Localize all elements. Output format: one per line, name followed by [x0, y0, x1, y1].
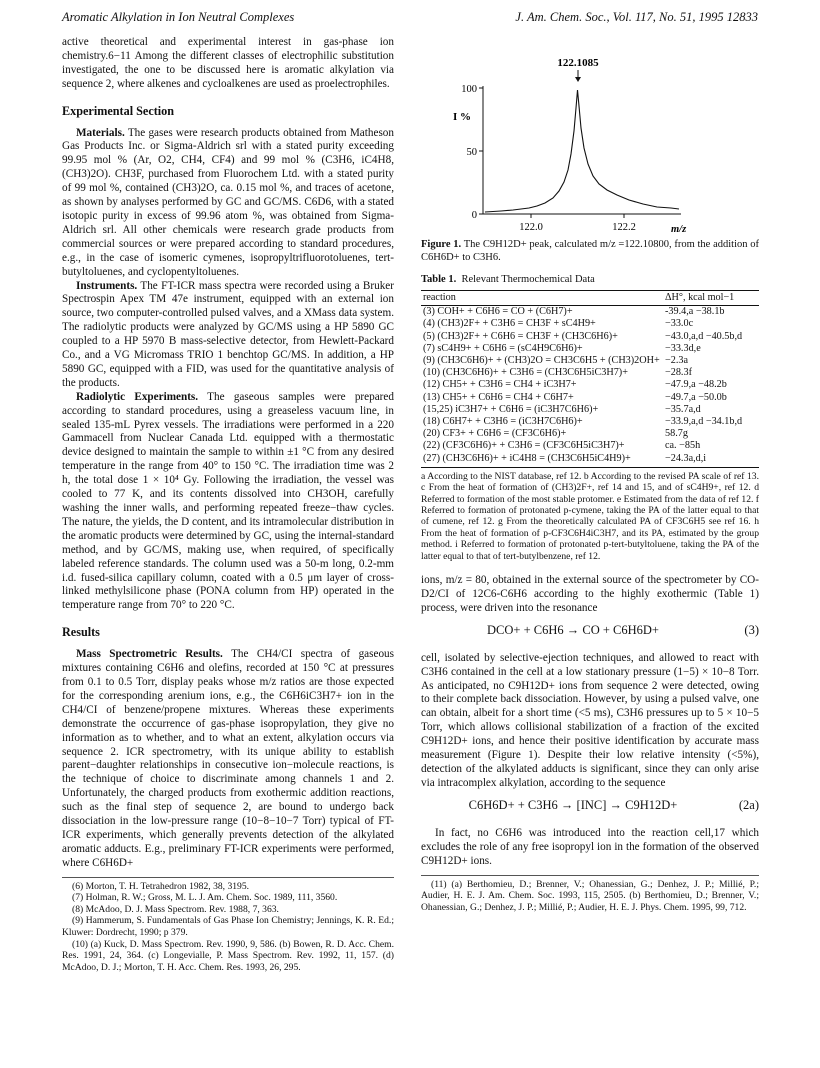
figure-caption-text: The C9H12D+ peak, calculated m/z =122.10800, from the addition of C6H6D+ to C3H6. — [421, 239, 759, 263]
table-row — [421, 331, 759, 343]
reaction-cell: (12) CH5+ + C3H6 = CH4 + iC3H7+ — [423, 379, 577, 391]
reaction-cell: (20) CF3+ + C6H6 = (CF3C6H6)+ — [423, 428, 567, 440]
table-row — [421, 379, 759, 391]
table-row — [421, 306, 759, 319]
dh-cell: −43.0,a,d −40.5b,d — [665, 330, 743, 342]
y-tick-label: 100 — [461, 84, 477, 95]
figure-caption — [421, 238, 759, 264]
dh-cell: −33.0c — [665, 318, 694, 330]
radiolytic-text: The gaseous samples were prepared according to standard procedures, using a greaseless vacuum line, in sealed 135-mL Pyrex vessels. The irradiations were performed in a 220 Gammacell from Nuclear Canada Ltd. equipped with a thermostatic device designed to maintain the sample to within ±1 °C from any desired temperature in the range from 40° to 150 °C. The irradiation time was 2 h, the total dose 1 × 10⁴ Gy. Following the irradiation, the vessel was cooled to 77 K, and its contents dissolved into CH3OH, carefully washing the inner walls, and performing repeated freeze−thaw cycles. The nature, the yields, the D content, and its intramolecular distribution in the aromatic products were determined by GC, using the internal-standard method, and by GC/MS, making use, when required, of specifically labeled reference standards. The column used was a 50-m long, 0.2-mm i.d. fused-silica capillary column, coated with a 0.5 μm layer of cross-linked methylsilicone phase (PONA column from HP) operated in the temperature range from 70° to 220 °C. — [62, 390, 394, 612]
table-row — [421, 355, 759, 367]
spectrum-trace — [485, 90, 679, 212]
dh-cell: −24.3a,d,i — [663, 453, 759, 468]
x-tick-label: 122.0 — [519, 222, 543, 233]
dh-cell: 58.7g — [665, 428, 688, 440]
dh-cell: −49.7,a −50.0b — [665, 391, 727, 403]
radiolytic-paragraph — [62, 391, 394, 614]
reference-item: (6) Morton, T. H. Tetrahedron 1982, 38, 3195. — [72, 880, 250, 892]
reaction-cell: (22) (CF3C6H6)+ + C3H6 = (CF3C6H5iC3H7)+ — [423, 440, 625, 452]
column-header-dh: ΔH°, kcal mol−1 — [663, 290, 759, 305]
results-heading: Results — [62, 625, 100, 640]
materials-text: The gases were research products obtained from Matheson Gas Products Inc. or Sigma-Aldrich srl with a stated purity exceeding 99.95 mol % (Ar, O2, CH4, CF4) and 99 mol % (C3H6, iC4H8, (CH3)2O). CH3F, purchased from Fluorochem Ltd. with a stated purity of 99 mol %, contained (CH3)2O, ca. 0.15 mol %, and traces of acetone, as shown by analyses performed by GC and GC/MS. C6D6, with a stated isotopic purity in excess of 99.96 atom %, was obtained from Sigma-Aldrich srl. All other chemicals were research grade products from commercial sources or were prepared according to standard procedures, e.g., in the case of isomeric cymenes, isopropyltrifluorotoluenes, tert-butyltoluenes, and cyclopentyltoluenes. — [62, 126, 394, 278]
reference-item: (10) (a) Kuck, D. Mass Spectrom. Rev. 1990, 9, 586. (b) Bowen, R. D. Acc. Chem. Res. 1991, 24, 364. (c) Longevialle, P. Mass Spectrom. Rev. 1992, 11, 157. (d) McAdoo, D. J.; Morton, T. H. Acc. Chem. Res. 1993, 26, 295. — [62, 938, 394, 973]
radiolytic-label: Radiolytic Experiments. — [76, 390, 199, 403]
y-tick-label: 0 — [471, 210, 477, 221]
dh-cell: -39.4,a −38.1b — [665, 306, 725, 318]
table-row — [421, 440, 759, 452]
instruments-text: The FT-ICR mass spectra were recorded using a Bruker Spectrospin Apex TM 47e instrument, equipped with an external ion source, two computer-controlled pulsed valves, and a XMass data system. The radiolytic products were analyzed by GC/MS using a HP 5890 GC coupled to a HP 5970 B mass-selective detector, from Hewlett-Packard Co., and a VG Micromass TRIO 1 benchtop GC/MS. In addition, a HP 5890 GC, equipped with a FID, was used for the quantitative analysis of the products. — [62, 279, 394, 389]
table-row — [421, 392, 759, 404]
reaction-cell: (9) (CH3C6H6)+ + (CH3)2O = CH3C6H5 + (CH3)2OH+ — [423, 354, 660, 366]
peak-arrowhead — [575, 77, 581, 82]
equation-3-body: DCO+ + C6H6 → CO + C6H6D+ — [487, 622, 659, 637]
equation-2a-body: C6H6D+ + C3H6 → [INC] → C9H12D+ — [468, 797, 678, 812]
reference-item: (8) McAdoo, D. J. Mass Spectrom. Rev. 1988, 7, 363. — [72, 903, 279, 915]
reaction-cell: (13) CH5+ + C6H6 = CH4 + C6H7+ — [423, 391, 574, 403]
dh-cell: −35.7a,d — [665, 403, 701, 415]
ms-results-text: The CH4/CI spectra of gaseous mixtures containing C6H6 and olefins, recorded at 150 °C at pressures from 0.1 to 0.5 Torr, display peaks whose m/z ratios are those expected for the corresponding arenium ions, e.g., the C6H6iC3H7+ ion in the CH4/CI of benzene/propene mixtures. Whereas these experiments demonstrate the occurrence of gas-phase isopropylation, they give no information as to whether, and to what an extent, alkylation occurs via sequence 2. ICR spectrometry, with its unique ability to establish parent−daughter relationships in consecutive ion−molecule reactions, is the technique of choice to discriminate among channels 1 and 2. Unfortunately, the charged products from exothermic addition reactions, such as the final step of sequence 2, are bound to undergo back dissociation in the low-pressure range (10−8−10−7 Torr) typical of FT-ICR experiments, which generally prevents detection of the alkylated aromatic adducts. E.g., preliminary FT-ICR experiments were performed, where C6H6D+ — [62, 648, 394, 869]
running-title: Aromatic Alkylation in Ion Neutral Complexes — [62, 10, 295, 24]
table-row — [421, 343, 759, 355]
thermochemical-table — [421, 290, 759, 468]
equation-2a — [421, 791, 759, 821]
running-header — [62, 10, 758, 28]
dh-cell: ca. −85h — [665, 440, 701, 452]
dh-cell: −33.9,a,d −34.1b,d — [665, 415, 743, 427]
figure-1 — [421, 36, 759, 236]
table-row — [421, 404, 759, 416]
reaction-cell: (27) (CH3C6H6)+ + iC4H8 = (CH3C6H5iC4H9)+ — [421, 453, 663, 468]
reaction-cell: (7) sC4H9+ + C6H6 = (sC4H9C6H6)+ — [423, 342, 583, 354]
reaction-cell: (15,25) iC3H7+ + C6H6 = (iC3H7C6H6)+ — [423, 403, 599, 415]
mass-spectrum-plot — [421, 36, 759, 236]
left-references — [62, 877, 394, 974]
x-axis-unit: m/z — [671, 224, 687, 235]
table-footnotes: a According to the NIST database, ref 12. b According to the revised PA scale of ref 13. c From the heat of formation of (CH3)2F+, ref 14 and 15, and of sC4H9+, ref 12. d Referred to formation of the most stable protomer. e Estimated from the data of ref 12. f Referred to formation of protonated p-cymene, taking the PA of the latter equal to that of cumene, ref 12. g From the theoretically calculated PA of CF3C6H5 see ref 16. h From the heat of formation of p-CF3C6H4iC3H7, and its PA, estimated by the group method. i Referred to formation of protonated p-tert-butyltoluene, taking the PA of the latter equal to that of tert-butylbenzene, ref 12. — [421, 470, 759, 562]
x-tick-label: 122.2 — [612, 222, 636, 233]
peak-label: 122.1085 — [557, 57, 599, 69]
ms-results-paragraph — [62, 648, 394, 871]
column-header-reaction: reaction — [421, 290, 663, 305]
materials-paragraph — [62, 127, 394, 280]
table-title-text: Relevant Thermochemical Data — [461, 274, 595, 285]
reference-item: (7) Holman, R. W.; Gross, M. L. J. Am. Chem. Soc. 1989, 111, 3560. — [72, 892, 338, 904]
reaction-cell: (18) C6H7+ + C3H6 = (iC3H7C6H6)+ — [423, 415, 583, 427]
body-paragraph: In fact, no C6H6 was introduced into the reaction cell,17 which excludes the role of any free isopropyl ion in the formation of the observed C9H12D+ ions. — [421, 826, 759, 867]
dh-cell: −47.9,a −48.2b — [665, 379, 727, 391]
equation-2a-number: (2a) — [738, 797, 759, 812]
right-column — [421, 36, 759, 913]
reference-item: (9) Hammerum, S. Fundamentals of Gas Phase Ion Chemistry; Jennings, K. R. Ed.; Kluwer: Dordrecht, 1990; p 379. — [62, 915, 394, 939]
left-column — [62, 36, 394, 973]
materials-label: Materials. — [76, 126, 125, 139]
reference-item: (11) (a) Berthomieu, D.; Brenner, V.; Ohanessian, G.; Denhez, J. P.; Millié, P.; Audier, H. E. J. Am. Chem. Soc. 1993, 115, 2505. (b) Berthomieu, D.; Brenner, V.; Ohanessian, G.; Denhez, J. P.; Millié, P.; Audier, H. E. J. Phys. Chem. 1995, 99, 712. — [421, 878, 759, 913]
table-title-label: Table 1. — [421, 274, 457, 285]
y-axis-label: I % — [453, 111, 472, 123]
instruments-label: Instruments. — [76, 279, 138, 292]
table-row — [421, 367, 759, 379]
reaction-cell: (3) COH+ + C6H6 = CO + (C6H7)+ — [423, 306, 573, 318]
table-row — [421, 428, 759, 440]
equation-3-number: (3) — [744, 622, 759, 637]
experimental-heading: Experimental Section — [62, 103, 175, 118]
table-title — [421, 273, 759, 287]
table-row — [421, 453, 759, 468]
dh-cell: −2.3a — [665, 354, 689, 366]
table-row — [421, 416, 759, 428]
table-body — [421, 306, 759, 468]
right-references — [421, 875, 759, 914]
reaction-cell: (10) (CH3C6H6)+ + C3H6 = (CH3C6H5iC3H7)+ — [423, 367, 628, 379]
equation-3 — [421, 616, 759, 646]
reaction-cell: (4) (CH3)2F+ + C3H6 = CH3F + sC4H9+ — [423, 318, 596, 330]
dh-cell: −33.3d,e — [665, 342, 701, 354]
dh-cell: −28.3f — [665, 367, 692, 379]
figure-caption-label: Figure 1. — [421, 239, 462, 250]
instruments-paragraph — [62, 280, 394, 391]
body-paragraph: cell, isolated by selective-ejection techniques, and allowed to react with C3H6 contained in the cell at a low stationary pressure (1−5) × 10−8 Torr. As anticipated, no C9H12D+ ions from sequence 2 were detected, owing to their complete back dissociation. However, by using a pulsed valve, one can obtain, albeit for a short time (<5 ms), C3H6 pressures up to 5 × 10−5 Torr, which allows collisional stabilization of a fraction of the excited C9H12D+ ions, and hence their positive identification by accurate mass measurement (Figure 1). Despite their low relative intensity (<5%), detection of the alkylated adducts is significant, since they can only arise via intracomplex alkylation, according to the sequence — [421, 651, 759, 789]
table-row — [421, 318, 759, 330]
reaction-cell: (5) (CH3)2F+ + C6H6 = CH3F + (CH3C6H6)+ — [423, 330, 618, 342]
intro-paragraph: active theoretical and experimental interest in gas-phase ion chemistry.6−11 Among the different classes of electrophilic substitution investigated, the one to be discussed here is aromatic alkylation via sequence 2, where alkenes and cycloalkenes are used as proelectrophiles. — [62, 36, 394, 90]
journal-citation: J. Am. Chem. Soc., Vol. 117, No. 51, 1995 12833 — [515, 10, 758, 24]
ms-results-label: Mass Spectrometric Results. — [76, 648, 223, 661]
y-tick-label: 50 — [466, 147, 477, 158]
body-paragraph: ions, m/z = 80, obtained in the external source of the spectrometer by CO-D2/CI of 12C6-C6H6 according to the highly exothermic (Table 1) process, were driven into the resonance — [421, 574, 759, 614]
